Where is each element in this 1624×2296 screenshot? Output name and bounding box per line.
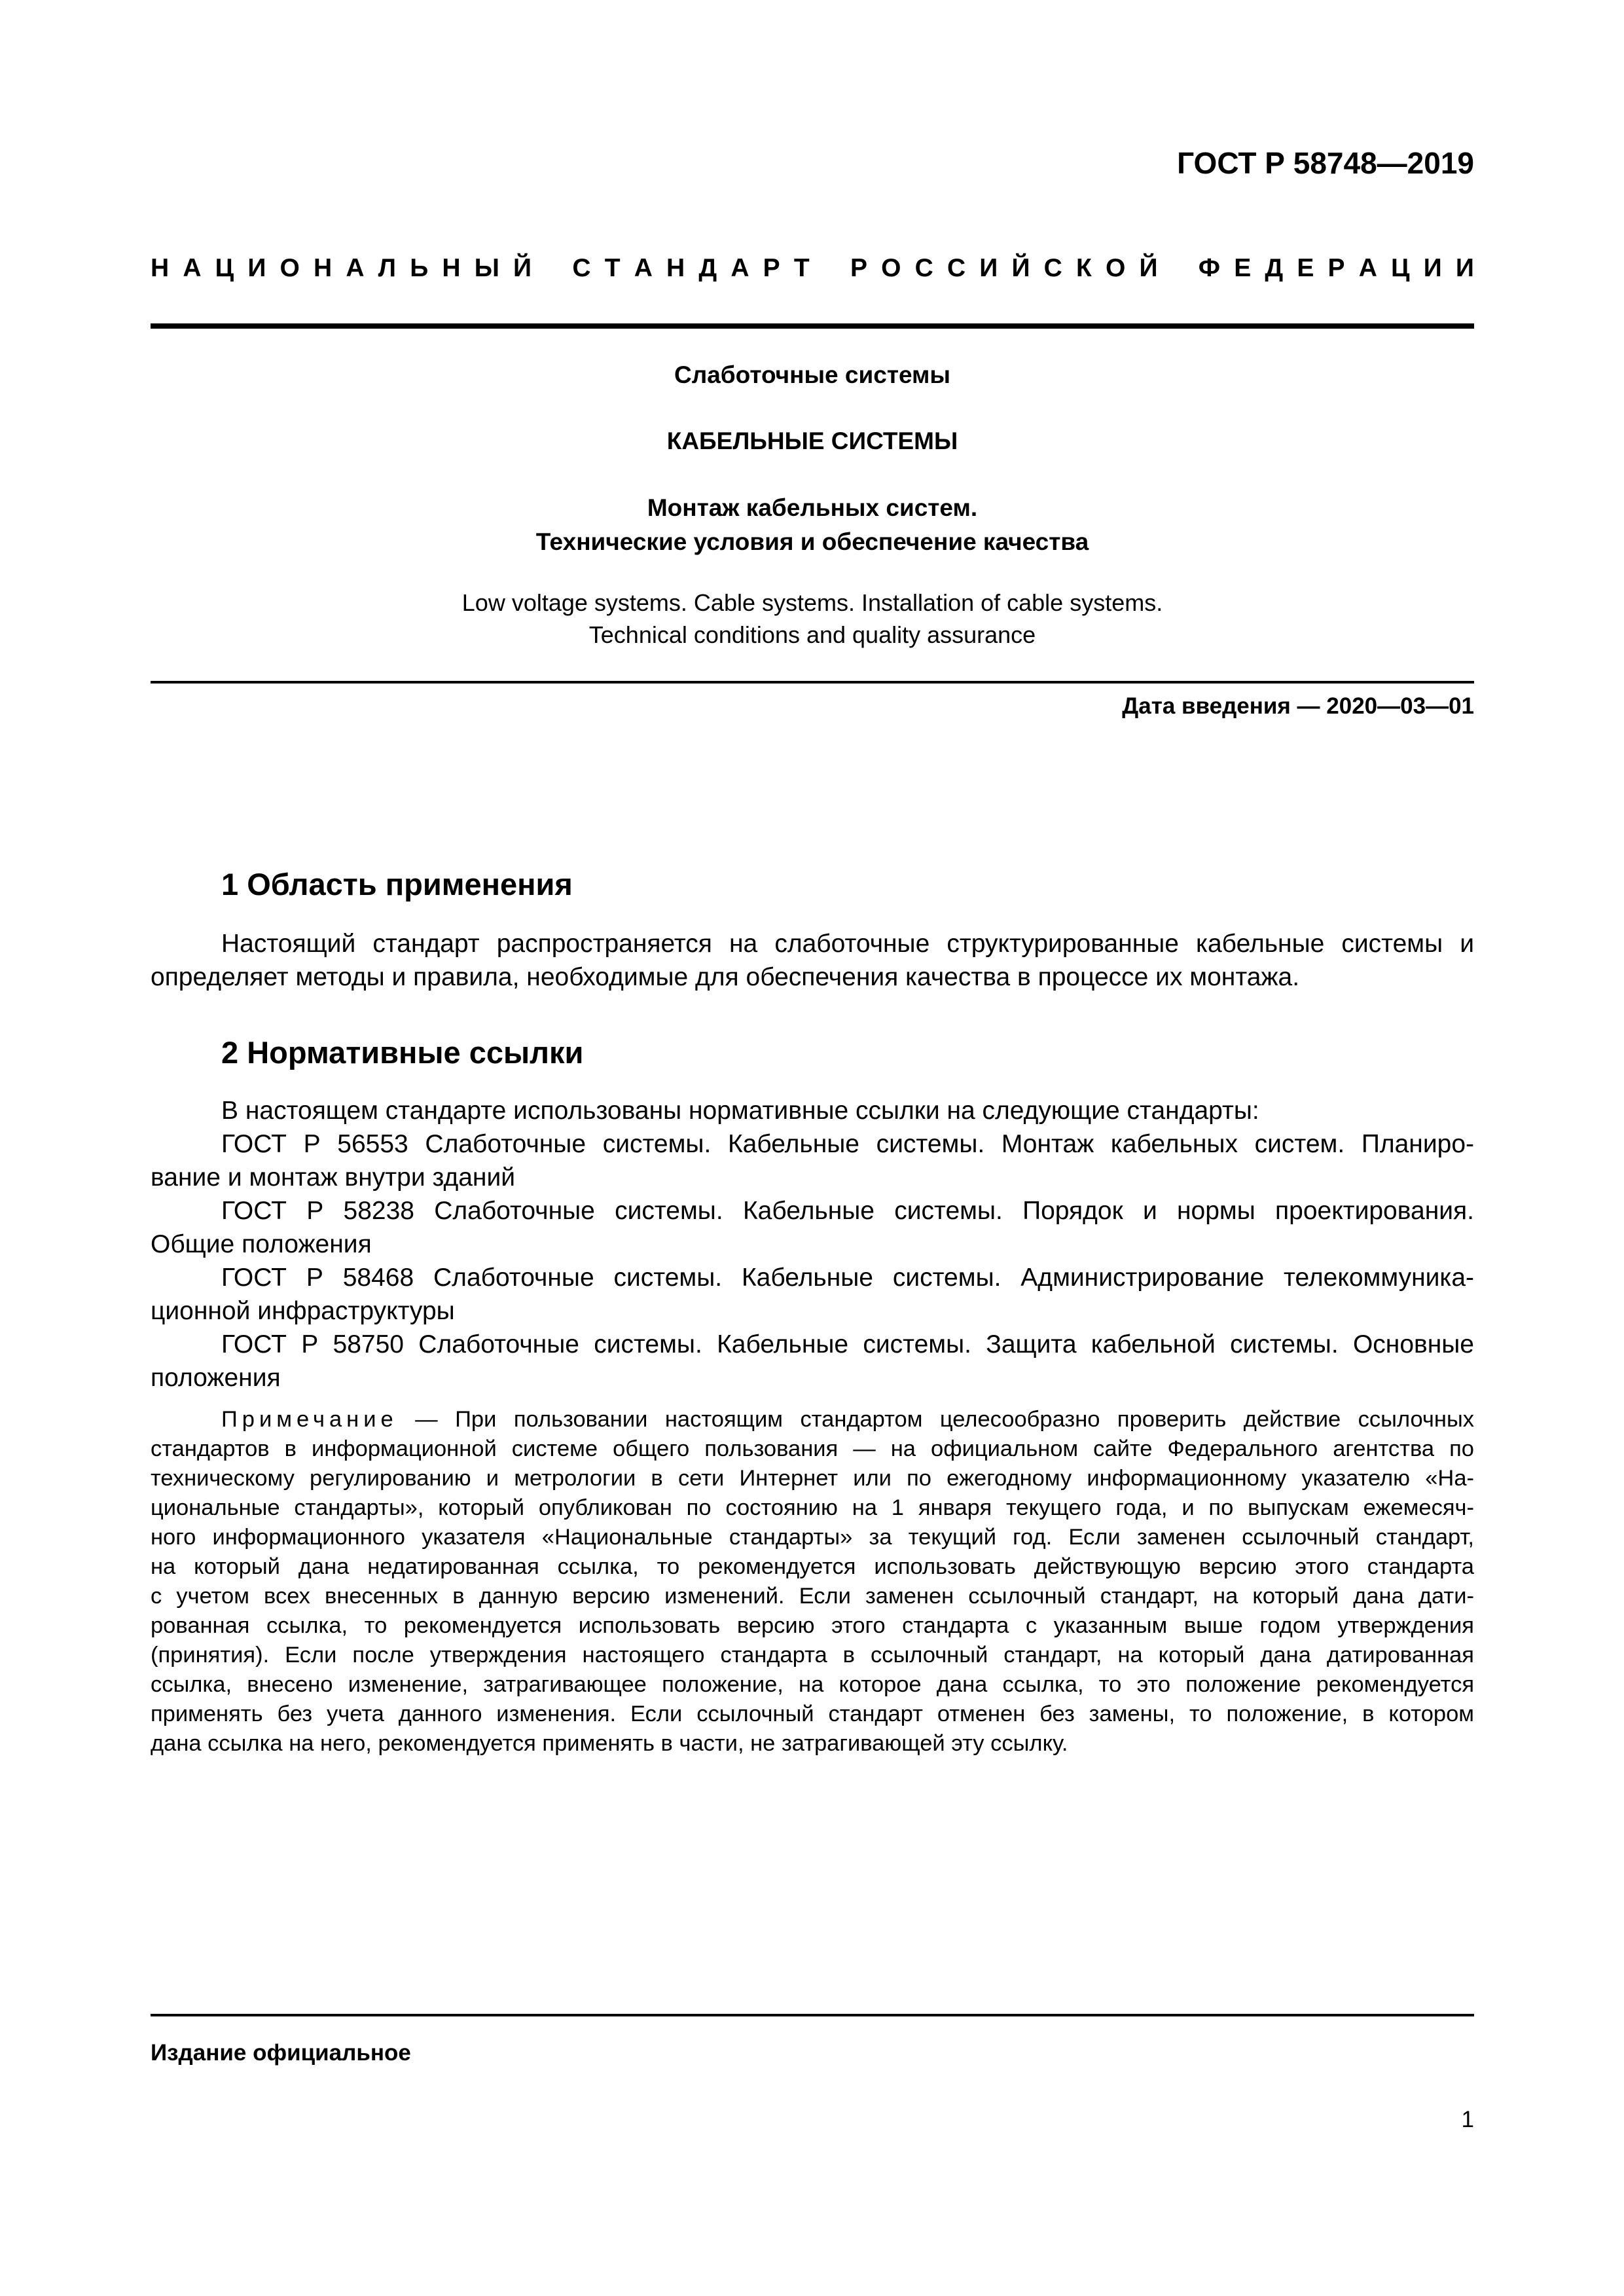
title-en-line-2: Technical conditions and quality assurance: [588, 621, 1036, 648]
heading-letter: И: [1423, 254, 1442, 282]
heading-letter: Ф: [1198, 254, 1221, 282]
heading-letter: Ц: [1391, 254, 1410, 282]
note-line: циональные стандарты», который опубликован по состоянию на 1 января текущего года, и по выпускам ежемесяч-: [151, 1495, 1474, 1520]
section-2-references: [151, 1094, 1474, 1394]
heading-letter: С: [572, 254, 591, 282]
heading-letter: А: [1358, 254, 1377, 282]
heading-letter: Е: [1297, 254, 1314, 282]
heading-word-gap: [545, 253, 558, 284]
heading-letter: Ц: [215, 254, 234, 282]
heading-letter: И: [1455, 254, 1474, 282]
footer-divider: [151, 2014, 1474, 2016]
header-divider: [151, 323, 1474, 329]
heading-word-gap: [823, 253, 837, 284]
national-standard-heading: [151, 253, 1474, 284]
heading-letter: Н: [666, 254, 685, 282]
reference-line: положения: [151, 1364, 281, 1392]
heading-letter: А: [346, 254, 365, 282]
note-line: техническому регулированию и метрологии в сети Интернет или по ежегодному информационному указателю «На-: [151, 1466, 1474, 1491]
reference-line: ГОСТ Р 58238 Слаботочные системы. Кабельные системы. Порядок и нормы проектирования.: [221, 1197, 1474, 1225]
heading-letter: О: [280, 254, 300, 282]
title-line-2: КАБЕЛЬНЫЕ СИСТЕМЫ: [666, 428, 958, 454]
note-block: [151, 1405, 1474, 1758]
reference-line: ционной инфраструктуры: [151, 1297, 455, 1325]
reference-line: Общие положения: [151, 1230, 372, 1258]
heading-letter: А: [634, 254, 653, 282]
note-line: (принятия). Если после утверждения настоящего стандарта в ссылочный стандарт, на который дана датированная: [151, 1643, 1474, 1667]
note-line: ссылка, внесено изменение, затрагивающее положение, на которое дана ссылка, то это положение рекомендуется: [151, 1672, 1474, 1697]
heading-letter: Р: [763, 254, 780, 282]
introduction-date: Дата введения — 2020—03—01: [1122, 693, 1474, 719]
note-first-line-text: — При пользовании настоящим стандартом целесообразно проверить действие ссылочных: [397, 1407, 1474, 1432]
heading-letter: Р: [1327, 254, 1345, 282]
heading-letter: О: [1105, 254, 1126, 282]
heading-letter: Ь: [410, 254, 429, 282]
reference-line: ГОСТ Р 58468 Слаботочные системы. Кабельные системы. Администрирование телекоммуника-: [221, 1264, 1474, 1292]
note-line: дана ссылка на него, рекомендуется применять в части, не затрагивающей эту ссылку.: [151, 1731, 1068, 1756]
page-number: 1: [1461, 2107, 1474, 2132]
heading-letter: К: [1075, 254, 1092, 282]
heading-letter: Т: [604, 254, 621, 282]
national-standard-text: [151, 253, 1474, 284]
text-line: определяет методы и правила, необходимые для обеспечения качества в процессе их монтажа.: [151, 963, 1300, 991]
heading-letter: Н: [314, 254, 333, 282]
heading-letter: Д: [698, 254, 717, 282]
title-line-4: Технические условия и обеспечение качества: [535, 528, 1089, 555]
title-divider: [151, 681, 1474, 683]
heading-letter: И: [979, 254, 998, 282]
note-line: на который дана недатированная ссылка, то рекомендуется использовать действующую версию этого стандарта: [151, 1554, 1474, 1579]
heading-letter: С: [914, 254, 933, 282]
heading-letter: Й: [1011, 254, 1030, 282]
heading-word-gap: [1172, 253, 1185, 284]
title-line-1: Слаботочные системы: [674, 361, 950, 388]
heading-letter: Р: [850, 254, 867, 282]
heading-letter: А: [183, 254, 202, 282]
heading-letter: А: [731, 254, 749, 282]
reference-line: ГОСТ Р 58750 Слаботочные системы. Кабельные системы. Защита кабельной системы. Основные: [221, 1330, 1474, 1358]
note-line: стандартов в информационной системе общего пользования — на официальном сайте Федерального агентства по: [151, 1436, 1474, 1461]
heading-letter: С: [1043, 254, 1062, 282]
title-en-line-1: Low voltage systems. Cable systems. Installation of cable systems.: [461, 589, 1163, 616]
title-line-3: Монтаж кабельных систем.: [647, 494, 978, 521]
heading-letter: Е: [1234, 254, 1252, 282]
heading-letter: Л: [378, 254, 397, 282]
section-1-paragraph: [151, 927, 1474, 994]
note-line: с учетом всех внесенных в данную версию изменений. Если заменен ссылочный стандарт, на который дана дати-: [151, 1584, 1474, 1609]
heading-letter: И: [247, 254, 266, 282]
note-line: ного информационного указателя «Национальные стандарты» за текущий год. Если заменен ссылочный стандарт,: [151, 1525, 1474, 1550]
gost-number: ГОСТ Р 58748—2019: [1177, 146, 1474, 180]
reference-line: вание и монтаж внутри зданий: [151, 1163, 516, 1192]
heading-letter: Т: [793, 254, 810, 282]
note-label: Примечание: [221, 1407, 398, 1432]
note-line: рованная ссылка, то рекомендуется использовать версию этого стандарта с указанным выше годом утверждения: [151, 1613, 1474, 1638]
heading-letter: Н: [151, 254, 170, 282]
heading-letter: Й: [1139, 254, 1158, 282]
reference-line: ГОСТ Р 56553 Слаботочные системы. Кабельные системы. Монтаж кабельных систем. Планиро-: [221, 1130, 1474, 1158]
section-2-heading: 2 Нормативные ссылки: [221, 1035, 584, 1070]
text-line: В настоящем стандарте использованы нормативные ссылки на следующие стандарты:: [221, 1097, 1259, 1125]
note-first-line: [151, 1405, 1474, 1434]
heading-letter: Д: [1265, 254, 1284, 282]
note-line: применять без учета данного изменения. Если ссылочный стандарт отменен без замены, то положение, в котором: [151, 1702, 1474, 1726]
section-1-heading: 1 Область применения: [221, 867, 573, 902]
edition-label: Издание официальное: [151, 2040, 411, 2066]
heading-letter: Ы: [474, 254, 499, 282]
text-line: Настоящий стандарт распространяется на слаботочные структурированные кабельные системы и: [221, 930, 1474, 958]
heading-letter: Н: [442, 254, 461, 282]
heading-letter: Й: [513, 254, 532, 282]
heading-letter: С: [947, 254, 966, 282]
heading-letter: О: [881, 254, 901, 282]
